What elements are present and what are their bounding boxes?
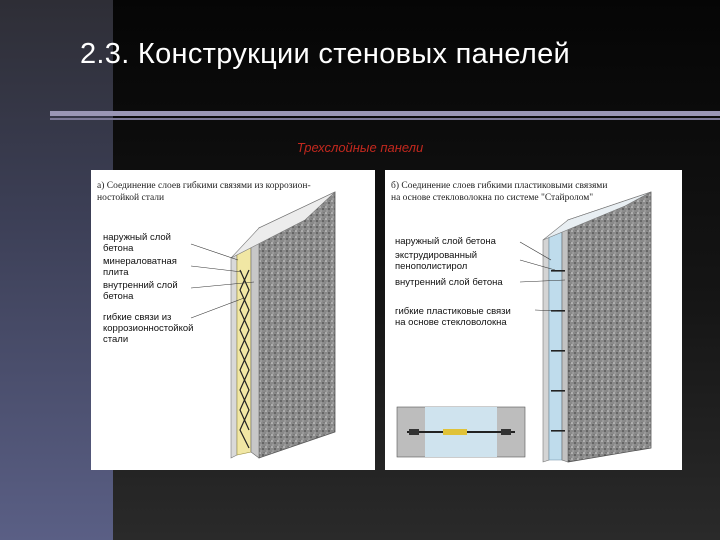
label-mineral-wool-2: плита bbox=[103, 267, 129, 278]
label-b-xps-2: пенополистирол bbox=[395, 261, 468, 272]
label-mineral-wool-1: минераловатная bbox=[103, 256, 177, 267]
figure-b-caption-line1: б) Соединение слоев гибкими пластиковыми связями bbox=[391, 181, 608, 191]
label-b-outer-concrete: наружный слой бетона bbox=[395, 236, 496, 247]
figure-a-caption bbox=[97, 180, 311, 204]
figure-b-caption bbox=[391, 180, 607, 204]
figure-b-caption-line2: на основе стекловолокна по системе "Стайролом" bbox=[391, 193, 594, 203]
label-b-inner-concrete: внутренний слой бетона bbox=[395, 277, 503, 288]
label-steel-ties-2: коррозионностойкой bbox=[103, 323, 194, 334]
label-b-plastic-ties-2: на основе стекловолокна bbox=[395, 317, 507, 328]
figure-a-caption-line1: а) Соединение слоев гибкими связями из коррозион- bbox=[97, 181, 311, 191]
title-divider bbox=[50, 111, 720, 116]
label-outer-concrete-1: наружный слой bbox=[103, 232, 171, 243]
slide-subtitle: Трехслойные панели bbox=[296, 140, 424, 155]
label-inner-concrete-2: бетона bbox=[103, 291, 134, 302]
title-divider-thin bbox=[50, 118, 720, 120]
figure-b-panel bbox=[385, 170, 682, 470]
label-inner-concrete-1: внутренний слой bbox=[103, 280, 178, 291]
label-steel-ties-3: стали bbox=[103, 334, 129, 345]
figure-a-caption-line2: ностойкой стали bbox=[97, 193, 165, 203]
slide-title: 2.3. Конструкции стеновых панелей bbox=[80, 38, 570, 70]
label-steel-ties-1: гибкие связи из bbox=[103, 312, 172, 323]
figure-a-panel bbox=[91, 170, 375, 470]
label-b-plastic-ties-1: гибкие пластиковые связи bbox=[395, 306, 511, 317]
label-outer-concrete-2: бетона bbox=[103, 243, 134, 254]
label-b-xps-1: экструдированный bbox=[395, 250, 478, 261]
